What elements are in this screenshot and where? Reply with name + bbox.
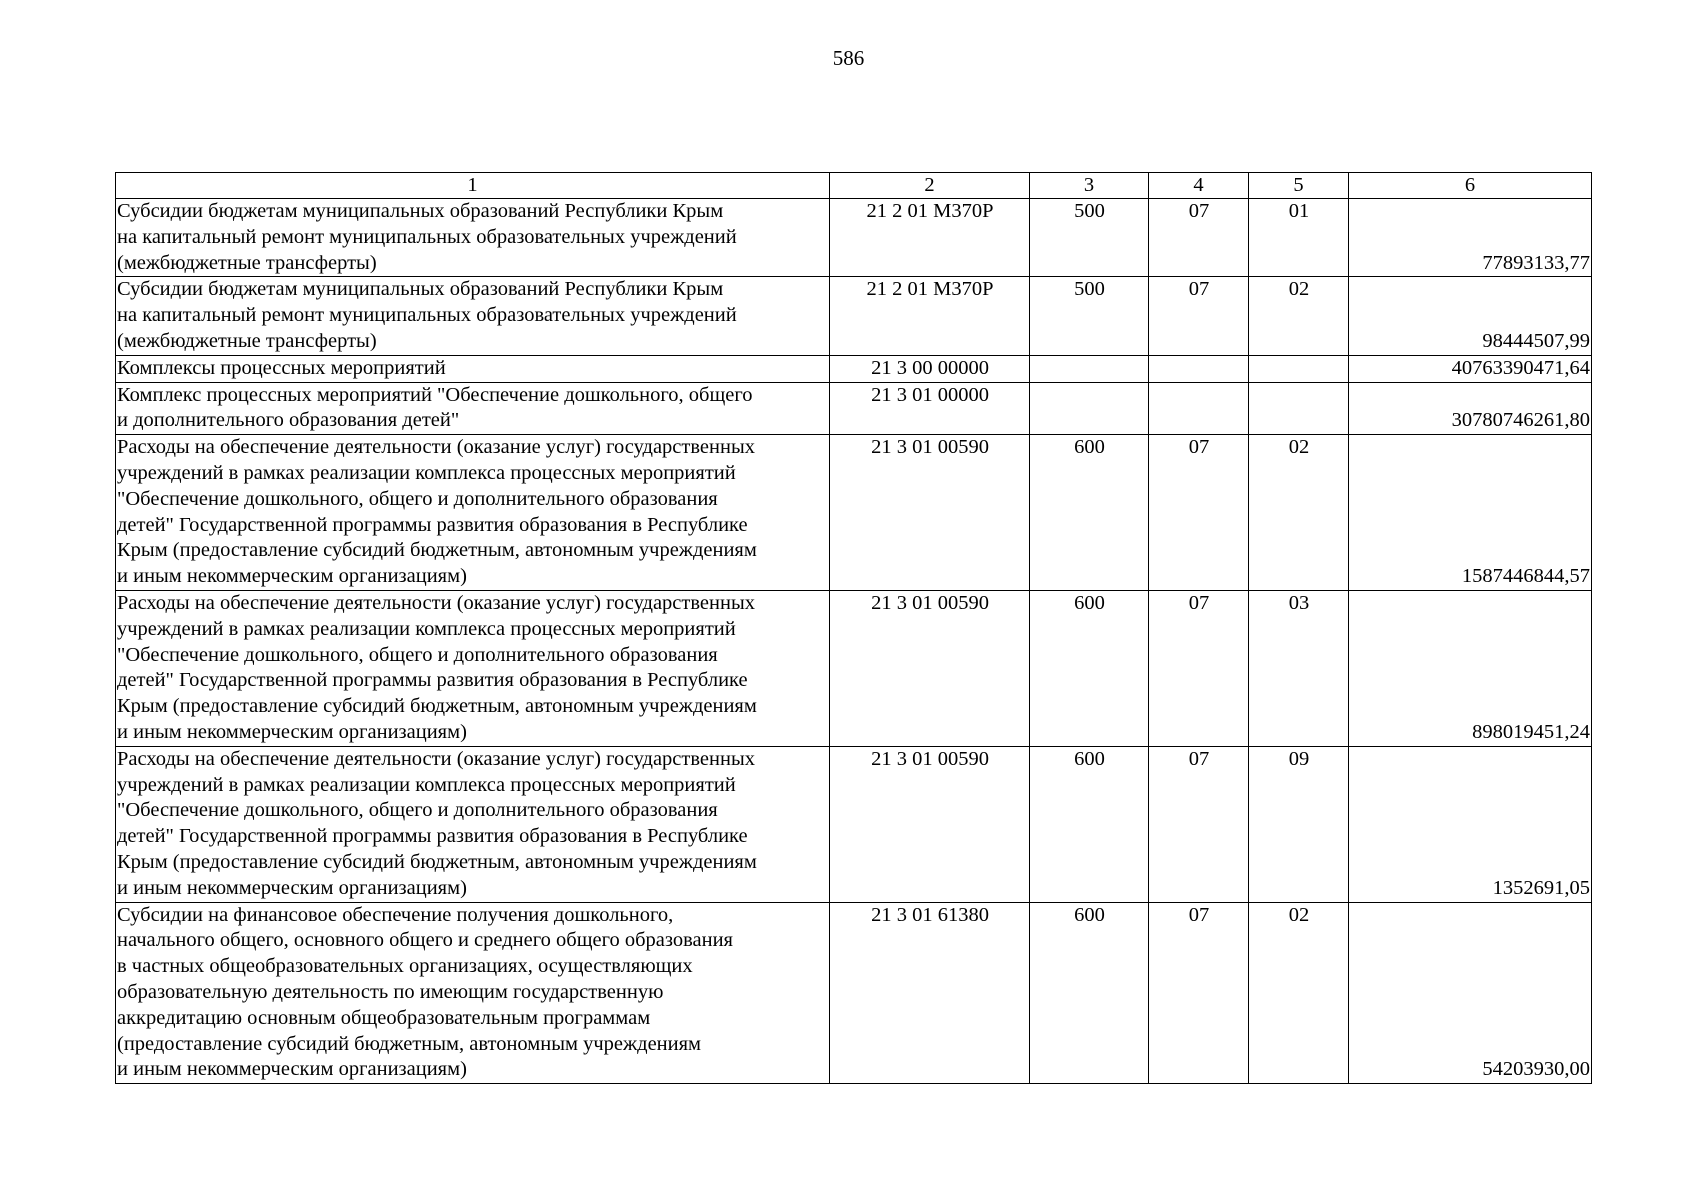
name-line: детей" Государственной программы развития образования в Республике (117, 513, 748, 536)
cell-expense-type: 600 (1030, 902, 1149, 1084)
cell-section: 07 (1149, 435, 1249, 591)
name-line: учреждений в рамках реализации комплекса процессных мероприятий (117, 617, 736, 640)
name-line: и дополнительного образования детей" (117, 409, 460, 432)
name-line: Комплексы процессных мероприятий (117, 356, 446, 379)
cell-name (116, 902, 830, 1084)
cell-subsection: 09 (1249, 746, 1349, 902)
name-line: (межбюджетные трансферты) (117, 329, 377, 352)
cell-code: 21 3 00 00000 (830, 355, 1030, 382)
budget-table (115, 172, 1592, 1084)
column-header: 4 (1149, 173, 1249, 199)
table-row (116, 199, 1592, 277)
name-line: (предоставление субсидий бюджетным, автономным учреждениям (117, 1032, 702, 1055)
name-line: начального общего, основного общего и среднего общего образования (117, 929, 733, 952)
name-line: Крым (предоставление субсидий бюджетным, автономным учреждениям (117, 850, 757, 873)
name-line: Расходы на обеспечение деятельности (оказание услуг) государственных (117, 591, 755, 614)
table-row (116, 355, 1592, 382)
table-row (116, 382, 1592, 435)
name-line: в частных общеобразовательных организациях, осуществляющих (117, 955, 693, 978)
cell-subsection: 02 (1249, 435, 1349, 591)
cell-expense-type: 500 (1030, 199, 1149, 277)
table-row (116, 590, 1592, 746)
cell-subsection: 02 (1249, 277, 1349, 355)
cell-section: 07 (1149, 277, 1249, 355)
column-header: 1 (116, 173, 830, 199)
name-line: Расходы на обеспечение деятельности (оказание услуг) государственных (117, 747, 755, 770)
cell-section (1149, 355, 1249, 382)
name-line: учреждений в рамках реализации комплекса процессных мероприятий (117, 461, 736, 484)
column-header: 6 (1349, 173, 1592, 199)
name-line: Крым (предоставление субсидий бюджетным, автономным учреждениям (117, 695, 757, 718)
name-line: на капитальный ремонт муниципальных образовательных учреждений (117, 225, 737, 248)
cell-section: 07 (1149, 746, 1249, 902)
cell-subsection (1249, 355, 1349, 382)
name-line: Субсидии на финансовое обеспечение получения дошкольного, (117, 903, 674, 926)
cell-expense-type (1030, 355, 1149, 382)
cell-code: 21 3 01 00590 (830, 746, 1030, 902)
table-row (116, 746, 1592, 902)
cell-amount: 30780746261,80 (1349, 382, 1592, 435)
column-header: 5 (1249, 173, 1349, 199)
name-line: "Обеспечение дошкольного, общего и дополнительного образования (117, 487, 718, 510)
cell-name (116, 355, 830, 382)
cell-amount: 54203930,00 (1349, 902, 1592, 1084)
name-line: учреждений в рамках реализации комплекса процессных мероприятий (117, 773, 736, 796)
cell-amount: 1352691,05 (1349, 746, 1592, 902)
cell-amount: 898019451,24 (1349, 590, 1592, 746)
table-header-row (116, 173, 1592, 199)
cell-name (116, 590, 830, 746)
name-line: Крым (предоставление субсидий бюджетным, автономным учреждениям (117, 539, 757, 562)
name-line: образовательную деятельность по имеющим государственную (117, 980, 664, 1003)
cell-name (116, 199, 830, 277)
cell-expense-type (1030, 382, 1149, 435)
cell-code: 21 2 01 М370Р (830, 277, 1030, 355)
cell-name (116, 277, 830, 355)
name-line: детей" Государственной программы развития образования в Республике (117, 669, 748, 692)
name-line: аккредитацию основным общеобразовательным программам (117, 1006, 651, 1029)
cell-section (1149, 382, 1249, 435)
cell-section: 07 (1149, 902, 1249, 1084)
column-header: 3 (1030, 173, 1149, 199)
name-line: Комплекс процессных мероприятий "Обеспечение дошкольного, общего (117, 383, 753, 406)
cell-name (116, 746, 830, 902)
cell-amount: 77893133,77 (1349, 199, 1592, 277)
name-line: и иным некоммерческим организациям) (117, 720, 467, 743)
cell-name (116, 382, 830, 435)
cell-amount: 1587446844,57 (1349, 435, 1592, 591)
cell-subsection (1249, 382, 1349, 435)
cell-expense-type: 600 (1030, 590, 1149, 746)
table-row (116, 435, 1592, 591)
cell-subsection: 01 (1249, 199, 1349, 277)
cell-code: 21 2 01 М370Р (830, 199, 1030, 277)
table-row (116, 277, 1592, 355)
cell-section: 07 (1149, 590, 1249, 746)
cell-code: 21 3 01 00000 (830, 382, 1030, 435)
page-number: 586 (832, 46, 865, 70)
name-line: и иным некоммерческим организациям) (117, 1058, 467, 1081)
name-line: Субсидии бюджетам муниципальных образований Республики Крым (117, 278, 724, 301)
cell-section: 07 (1149, 199, 1249, 277)
name-line: Расходы на обеспечение деятельности (оказание услуг) государственных (117, 436, 755, 459)
cell-expense-type: 500 (1030, 277, 1149, 355)
cell-code: 21 3 01 00590 (830, 435, 1030, 591)
cell-amount: 40763390471,64 (1349, 355, 1592, 382)
table-body (116, 173, 1592, 1084)
name-line: и иным некоммерческим организациям) (117, 876, 467, 899)
name-line: и иным некоммерческим организациям) (117, 565, 467, 588)
name-line: Субсидии бюджетам муниципальных образований Республики Крым (117, 200, 724, 222)
cell-subsection: 03 (1249, 590, 1349, 746)
name-line: (межбюджетные трансферты) (117, 251, 377, 274)
cell-subsection: 02 (1249, 902, 1349, 1084)
name-line: детей" Государственной программы развития образования в Республике (117, 825, 748, 848)
cell-code: 21 3 01 00590 (830, 590, 1030, 746)
table-row (116, 902, 1592, 1084)
name-line: "Обеспечение дошкольного, общего и дополнительного образования (117, 643, 718, 666)
cell-expense-type: 600 (1030, 746, 1149, 902)
cell-expense-type: 600 (1030, 435, 1149, 591)
cell-code: 21 3 01 61380 (830, 902, 1030, 1084)
cell-amount: 98444507,99 (1349, 277, 1592, 355)
name-line: "Обеспечение дошкольного, общего и дополнительного образования (117, 799, 718, 822)
column-header: 2 (830, 173, 1030, 199)
name-line: на капитальный ремонт муниципальных образовательных учреждений (117, 304, 737, 327)
cell-name (116, 435, 830, 591)
